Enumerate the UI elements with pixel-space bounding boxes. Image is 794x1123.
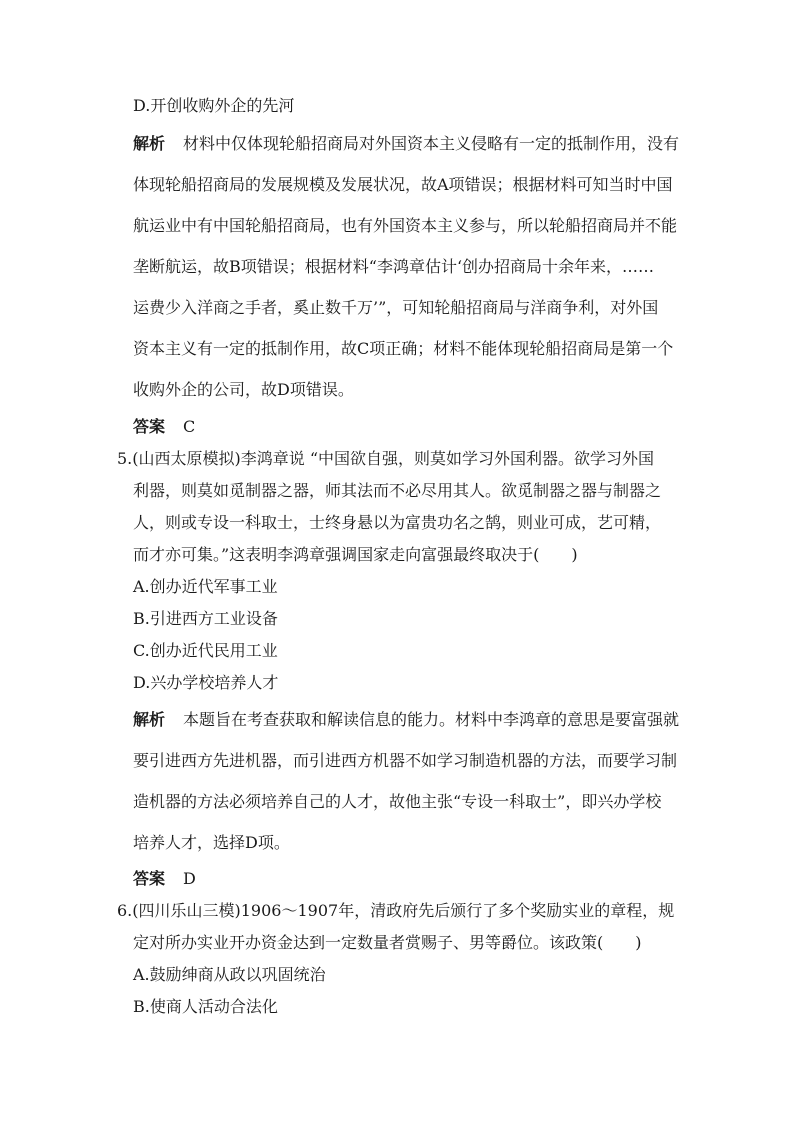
q6-option-b: B.使商人活动合法化 [133, 997, 278, 1016]
q4-analysis-line-2: 体现轮船招商局的发展规模及发展状况，故A项错误；根据材料可知当时中国 [133, 175, 673, 194]
q5-option-a: A.创办近代军事工业 [133, 577, 278, 596]
q5-analysis-line-2: 要引进西方先进机器，而引进西方机器不如学习制造机器的方法，而要学习制 [133, 751, 678, 770]
q6-option-a: A.鼓励绅商从政以巩固统治 [133, 965, 326, 984]
q4-answer-label: 答案 [133, 417, 166, 436]
q5-analysis-line-3: 造机器的方法必须培养自己的人才，故他主张“专设一科取士”，即兴办学校 [133, 792, 662, 811]
q4-analysis-line-4: 垄断航运，故B项错误；根据材料“李鸿章估计‘创办招商局十余年来，…… [133, 257, 655, 276]
q4-answer-value: C [183, 417, 196, 436]
q5-option-d: D.兴办学校培养人才 [133, 673, 279, 692]
q5-option-c: C.创办近代民用工业 [133, 641, 278, 660]
q5-analysis-line-4: 培养人才，选择D项。 [133, 833, 290, 852]
q4-analysis-line-7: 收购外企的公司，故D项错误。 [133, 380, 354, 399]
q5-stem-line-1: 5.(山西太原模拟)李鸿章说 “中国欲自强，则莫如学习外国利器。欲学习外国 [117, 449, 655, 468]
q5-option-b: B.引进西方工业设备 [133, 609, 278, 628]
q5-stem-line-2: 利器，则莫如觅制器之器，师其法而不必尽用其人。欲觅制器之器与制器之 [133, 481, 662, 500]
q5-answer-value: D [183, 869, 196, 888]
q5-answer-label: 答案 [133, 869, 166, 888]
q4-answer [133, 417, 195, 437]
q6-stem-line-1: 6.(四川乐山三模)1906～1907年，清政府先后颁行了多个奖励实业的章程，规 [117, 901, 675, 920]
q4-analysis-label: 解析 [133, 134, 166, 153]
q4-analysis-line-6: 资本主义有一定的抵制作用，故C项正确；材料不能体现轮船招商局是第一个 [133, 339, 674, 358]
q4-analysis-line-5: 运费少入洋商之手者，奚止数千万’”，可知轮船招商局与洋商争利，对外国 [133, 298, 659, 317]
q4-analysis-line-1 [133, 134, 679, 154]
q5-stem-line-3: 人，则或专设一科取士，士终身悬以为富贵功名之鹄，则业可成，艺可精， [133, 513, 662, 532]
q5-answer [133, 869, 196, 889]
q5-analysis-text: 本题旨在考查获取和解读信息的能力。材料中李鸿章的意思是要富强就 [183, 710, 680, 729]
q5-stem-line-4: 而才亦可集。”这表明李鸿章强调国家走向富强最终取决于( ) [133, 545, 578, 564]
q4-analysis-text: 材料中仅体现轮船招商局对外国资本主义侵略有一定的抵制作用，没有 [183, 134, 680, 153]
q6-stem-line-2: 定对所办实业开办资金达到一定数量者赏赐子、男等爵位。该政策( ) [133, 933, 642, 952]
q4-analysis-line-3: 航运业中有中国轮船招商局，也有外国资本主义参与，所以轮船招商局并不能 [133, 216, 678, 235]
q4-option-d: D.开创收购外企的先河 [133, 96, 295, 115]
q5-analysis-label: 解析 [133, 710, 166, 729]
q5-analysis-line-1 [133, 710, 679, 730]
